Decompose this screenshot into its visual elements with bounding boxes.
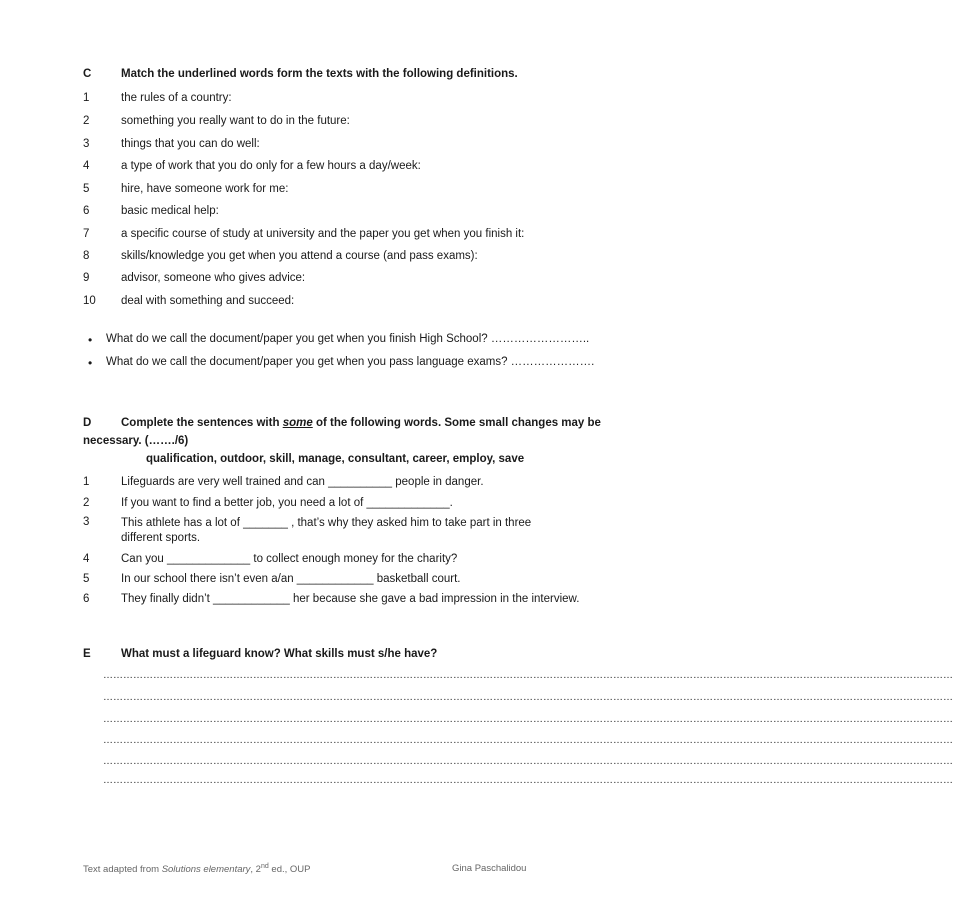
bullet-text: What do we call the document/paper you get when you finish High School? …………………….. — [106, 333, 590, 345]
section-c-heading: Match the underlined words form the texts with the following definitions. — [121, 68, 518, 80]
footer-author: Gina Paschalidou — [452, 863, 527, 874]
item-number: 5 — [83, 183, 90, 195]
section-d-heading — [121, 417, 601, 429]
footer-edition: , 2 — [250, 864, 261, 876]
item-text: basic medical help: — [121, 205, 219, 217]
heading-text: Complete the sentences with — [121, 417, 280, 429]
item-text: If you want to find a better job, you need a lot of _____________. — [121, 497, 453, 509]
item-number: 4 — [83, 553, 90, 565]
item-number: 7 — [83, 228, 90, 240]
answer-line[interactable]: ………………………………………………………………………………………………………………………………………………………………………………………………………………………………… — [103, 756, 953, 767]
item-text: They finally didn’t ____________ her because she gave a bad impression in the interview. — [121, 593, 580, 605]
item-text: deal with something and succeed: — [121, 295, 295, 307]
item-text: advisor, someone who gives advice: — [121, 272, 306, 284]
item-text: hire, have someone work for me: — [121, 183, 289, 195]
item-number: 10 — [83, 295, 96, 307]
footer-source — [83, 863, 310, 875]
section-d-heading-line2: necessary. (……./6) — [83, 435, 189, 447]
section-d-letter: D — [83, 417, 92, 429]
item-text: skills/knowledge you get when you attend a course (and pass exams): — [121, 250, 478, 262]
footer-book-title: Solutions elementary — [161, 864, 251, 876]
item-text: Lifeguards are very well trained and can __________ people in danger. — [121, 476, 484, 488]
answer-line[interactable]: ………………………………………………………………………………………………………………………………………………………………………………………………………………………………… — [103, 692, 953, 703]
item-number: 4 — [83, 160, 90, 172]
item-text: This athlete has a lot of _______ , that’s why they asked him to take part in three different sports. — [121, 517, 532, 544]
item-text: the rules of a country: — [121, 92, 232, 104]
word-list: qualification, outdoor, skill, manage, consultant, career, employ, save — [146, 453, 525, 465]
answer-line[interactable]: ………………………………………………………………………………………………………………………………………………………………………………………………………………………………… — [103, 714, 953, 725]
item-number: 2 — [83, 497, 90, 509]
bullet-icon: • — [88, 333, 93, 347]
item-number: 8 — [83, 250, 90, 262]
item-number: 3 — [83, 516, 90, 528]
item-number: 2 — [83, 115, 90, 127]
answer-line[interactable]: ………………………………………………………………………………………………………………………………………………………………………………………………………………………………… — [103, 670, 953, 681]
footer-prefix: Text adapted from — [83, 864, 162, 876]
item-number: 1 — [83, 476, 90, 488]
item-text: something you really want to do in the future: — [121, 115, 350, 127]
bullet-icon: • — [88, 356, 93, 370]
section-e-letter: E — [83, 648, 91, 660]
heading-text: of the following words. Some small changes may be — [315, 417, 601, 429]
bullet-text: What do we call the document/paper you get when you pass language exams? …………………. — [106, 356, 595, 368]
answer-line[interactable]: ………………………………………………………………………………………………………………………………………………………………………………………………………………………………… — [103, 735, 953, 746]
item-text: a specific course of study at university and the paper you get when you finish it: — [121, 228, 525, 240]
item-text: Can you _____________ to collect enough money for the charity? — [121, 553, 458, 565]
section-e-heading: What must a lifeguard know? What skills must s/he have? — [121, 648, 438, 660]
item-number: 6 — [83, 205, 90, 217]
item-number: 5 — [83, 573, 90, 585]
item-text: In our school there isn’t even a/an ____________ basketball court. — [121, 573, 461, 585]
item-number: 6 — [83, 593, 90, 605]
item-text: things that you can do well: — [121, 138, 260, 150]
item-number: 9 — [83, 272, 90, 284]
answer-line[interactable]: ………………………………………………………………………………………………………………………………………………………………………………………………………………………………… — [103, 775, 953, 786]
heading-emphasis: some — [282, 417, 313, 429]
item-number: 1 — [83, 92, 90, 104]
item-number: 3 — [83, 138, 90, 150]
footer-publisher: ed., OUP — [268, 864, 311, 876]
item-text: a type of work that you do only for a few hours a day/week: — [121, 160, 421, 172]
section-c-letter: C — [83, 68, 92, 80]
footer-edition-sup: nd — [260, 863, 269, 870]
